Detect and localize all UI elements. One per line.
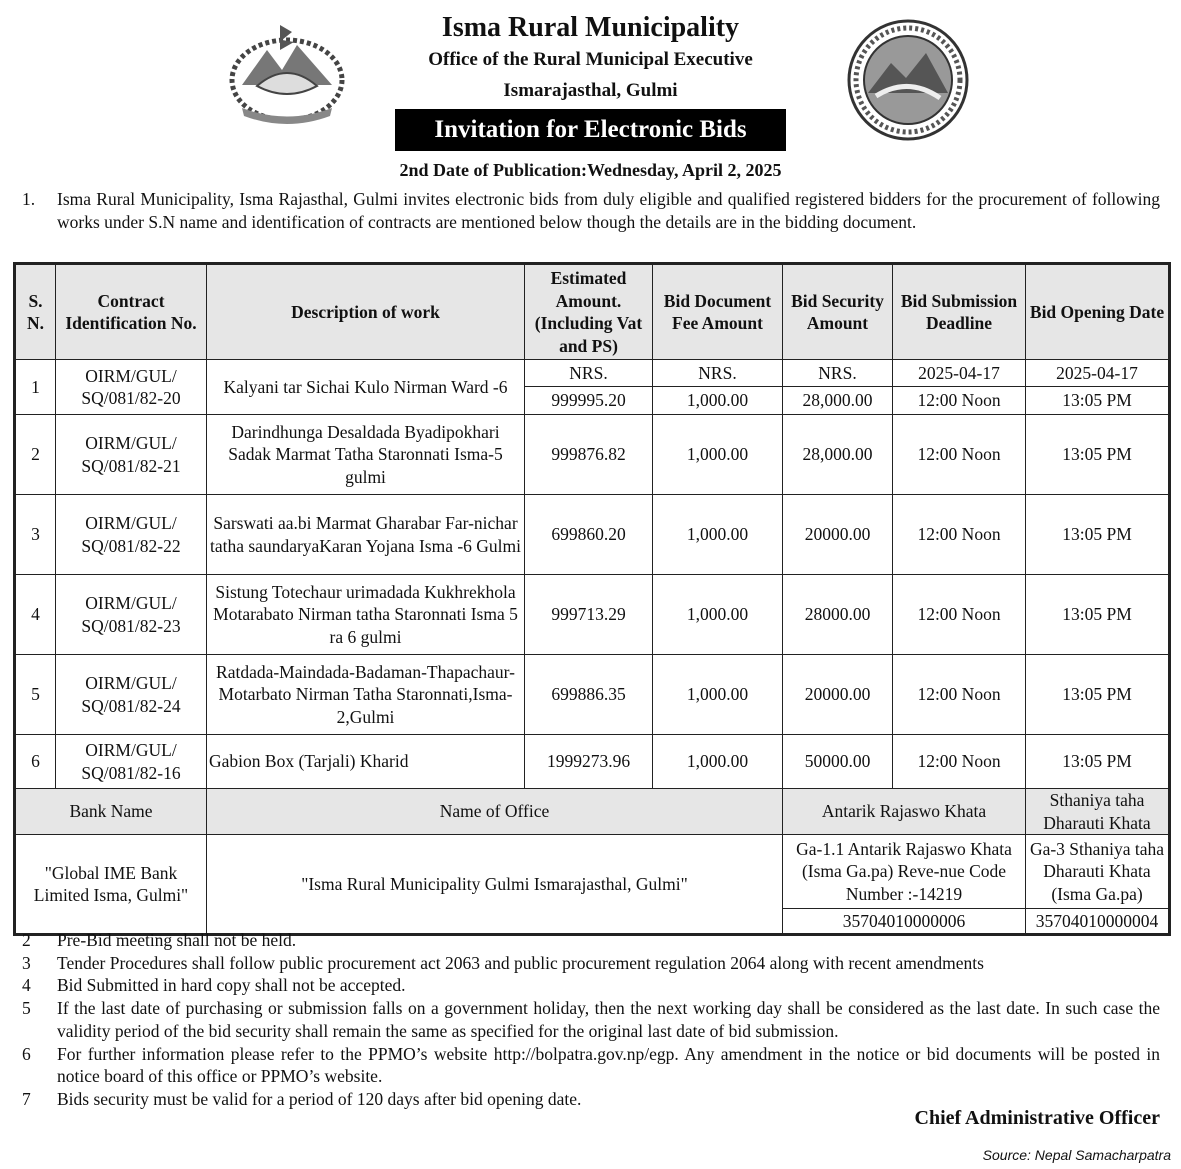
note-text: If the last date of purchasing or submission falls on a government holiday, then the next working day shall be considered as the last date. In such case the validity period of the bid security shall remain the same as specified for the original last date of bid submission. [57, 998, 1160, 1041]
row-contract: OIRM/GUL/ SQ/081/82-24 [56, 655, 207, 735]
row-opening: 13:05 PM [1026, 387, 1170, 415]
row-amount: 699860.20 [525, 495, 653, 575]
row-sn: 6 [15, 735, 56, 789]
header-fee: Bid Document Fee Amount [653, 264, 783, 360]
row-opening: 13:05 PM [1026, 495, 1170, 575]
row-sn: 3 [15, 495, 56, 575]
office-location: Ismarajasthal, Gulmi [503, 80, 678, 101]
row-fee: 1,000.00 [653, 735, 783, 789]
row-sn: 4 [15, 575, 56, 655]
row-description: Gabion Box (Tarjali) Kharid [207, 735, 525, 789]
row-fee: 1,000.00 [653, 495, 783, 575]
row-contract: OIRM/GUL/ SQ/081/82-23 [56, 575, 207, 655]
row-description: Sistung Totechaur urimadada Kukhrekhola Motarabato Nirman tatha Staronnati Isma 5 ra 6 gulmi [207, 575, 525, 655]
row-fee: 1,000.00 [653, 415, 783, 495]
row-deadline: 12:00 Noon [893, 735, 1026, 789]
note-text: Tender Procedures shall follow public procurement act 2063 and public procurement regulation 2064 along with recent amendments [57, 952, 984, 973]
row-contract: OIRM/GUL/ SQ/081/82-21 [56, 415, 207, 495]
sthaniya-account-number: 35704010000004 [1026, 909, 1170, 935]
row-contract: OIRM/GUL/ SQ/081/82-16 [56, 735, 207, 789]
row-sn: 2 [15, 415, 56, 495]
bank-header-row [15, 789, 1170, 835]
source-credit: Source: Nepal Samacharpatra [982, 1147, 1171, 1163]
sthaniya-description: Ga-3 Sthaniya taha Dharauti Khata (Isma Ga.pa) [1026, 835, 1170, 909]
unit-fee: NRS. [653, 360, 783, 387]
table-row [15, 735, 1170, 789]
header-sn: S. N. [15, 264, 56, 360]
row-description: Darindhunga Desaldada Byadipokhari Sadak Marmat Tatha Staronnati Isma-5 gulmi [207, 415, 525, 495]
row-sn: 5 [15, 655, 56, 735]
header-security: Bid Security Amount [783, 264, 893, 360]
office-name-header: Name of Office [207, 789, 783, 835]
row-security: 20000.00 [783, 655, 893, 735]
row-description: Kalyani tar Sichai Kulo Nirman Ward -6 [207, 360, 525, 415]
unit-deadline-date: 2025-04-17 [893, 360, 1026, 387]
row-opening: 13:05 PM [1026, 575, 1170, 655]
header-description: Description of work [207, 264, 525, 360]
row-description: Ratdada-Maindada-Badaman-Thapachaur-Motarbato Nirman Tatha Staronnati,Isma-2,Gulmi [207, 655, 525, 735]
header-opening: Bid Opening Date [1026, 264, 1170, 360]
row-amount: 699886.35 [525, 655, 653, 735]
row-deadline: 12:00 Noon [893, 495, 1026, 575]
intro-paragraph: Isma Rural Municipality, Isma Rajasthal, Gulmi invites electronic bids from duly eligible and qualified registered bidders for the procurement of following works under S.N name and identification of contracts are mentioned below though the details are in the bidding document. [57, 189, 1160, 232]
header-contract: Contract Identification No. [56, 264, 207, 360]
note-number: 4 [22, 975, 31, 996]
row-amount: 1999273.96 [525, 735, 653, 789]
row-fee: 1,000.00 [653, 655, 783, 735]
row-fee: 1,000.00 [653, 387, 783, 415]
bank-name: "Global IME Bank Limited Isma, Gulmi" [15, 835, 207, 935]
row-fee: 1,000.00 [653, 575, 783, 655]
table-header-row [15, 264, 1170, 360]
bid-table [13, 262, 1171, 936]
row-deadline: 12:00 Noon [893, 387, 1026, 415]
row-deadline: 12:00 Noon [893, 415, 1026, 495]
header-amount: Estimated Amount. (Including Vat and PS) [525, 264, 653, 360]
antarik-description: Ga-1.1 Antarik Rajaswo Khata (Isma Ga.pa) Reve-nue Code Number :-14219 [783, 835, 1026, 909]
table-row [15, 495, 1170, 575]
notes-list [22, 929, 1160, 1111]
bank-name-header: Bank Name [15, 789, 207, 835]
signatory-title: Chief Administrative Officer [914, 1107, 1160, 1129]
antarik-account-number: 35704010000006 [783, 909, 1026, 935]
row-sn: 1 [15, 360, 56, 415]
row-amount: 999995.20 [525, 387, 653, 415]
bank-detail-row [15, 835, 1170, 909]
note-number: 3 [22, 952, 31, 973]
unit-opening-date: 2025-04-17 [1026, 360, 1170, 387]
note-text: Bid Submitted in hard copy shall not be accepted. [57, 975, 406, 996]
row-deadline: 12:00 Noon [893, 575, 1026, 655]
row-security: 20000.00 [783, 495, 893, 575]
list-item [22, 929, 1160, 952]
row-security: 50000.00 [783, 735, 893, 789]
page-title: Isma Rural Municipality [441, 12, 740, 43]
row-security: 28,000.00 [783, 415, 893, 495]
row-opening: 13:05 PM [1026, 735, 1170, 789]
row-security: 28000.00 [783, 575, 893, 655]
row-deadline: 12:00 Noon [893, 655, 1026, 735]
note-number: 6 [22, 1043, 31, 1064]
intro-number: 1. [22, 189, 36, 209]
note-text: Pre-Bid meeting shall not be held. [57, 930, 297, 950]
publication-date: 2nd Date of Publication:Wednesday, April 2, 2025 [399, 160, 782, 180]
sthaniya-header: Sthaniya taha Dharauti Khata [1026, 789, 1170, 835]
row-contract: OIRM/GUL/ SQ/081/82-20 [56, 360, 207, 415]
row-amount: 999876.82 [525, 415, 653, 495]
header-deadline: Bid Submission Deadline [893, 264, 1026, 360]
table-row [15, 575, 1170, 655]
list-item [22, 1043, 1160, 1088]
note-text: Bids security must be valid for a period of 120 days after bid opening date. [57, 1088, 582, 1109]
table-row [15, 360, 1170, 387]
table-row [15, 415, 1170, 495]
note-number: 5 [22, 998, 31, 1019]
notice-banner: Invitation for Electronic Bids [395, 109, 786, 151]
note-text: For further information please refer to the PPMO’s website http://bolpatra.gov.np/egp. Any amendment in the notice or bid documents will be posted in notice board of this office or PPMO’s website. [57, 1043, 1160, 1087]
table-row [15, 655, 1170, 735]
row-opening: 13:05 PM [1026, 655, 1170, 735]
note-number: 2 [22, 930, 31, 950]
office-subtitle: Office of the Rural Municipal Executive [428, 49, 753, 70]
row-security: 28,000.00 [783, 387, 893, 415]
antarik-header: Antarik Rajaswo Khata [783, 789, 1026, 835]
row-opening: 13:05 PM [1026, 415, 1170, 495]
unit-amount: NRS. [525, 360, 653, 387]
row-amount: 999713.29 [525, 575, 653, 655]
unit-security: NRS. [783, 360, 893, 387]
note-number: 7 [22, 1088, 31, 1109]
row-contract: OIRM/GUL/ SQ/081/82-22 [56, 495, 207, 575]
list-item [22, 952, 1160, 975]
list-item [22, 997, 1160, 1042]
office-name: "Isma Rural Municipality Gulmi Ismarajasthal, Gulmi" [207, 835, 783, 935]
row-description: Sarswati aa.bi Marmat Gharabar Far-nichar tatha saundaryaKaran Yojana Isma -6 Gulmi [207, 495, 525, 575]
list-item [22, 974, 1160, 997]
